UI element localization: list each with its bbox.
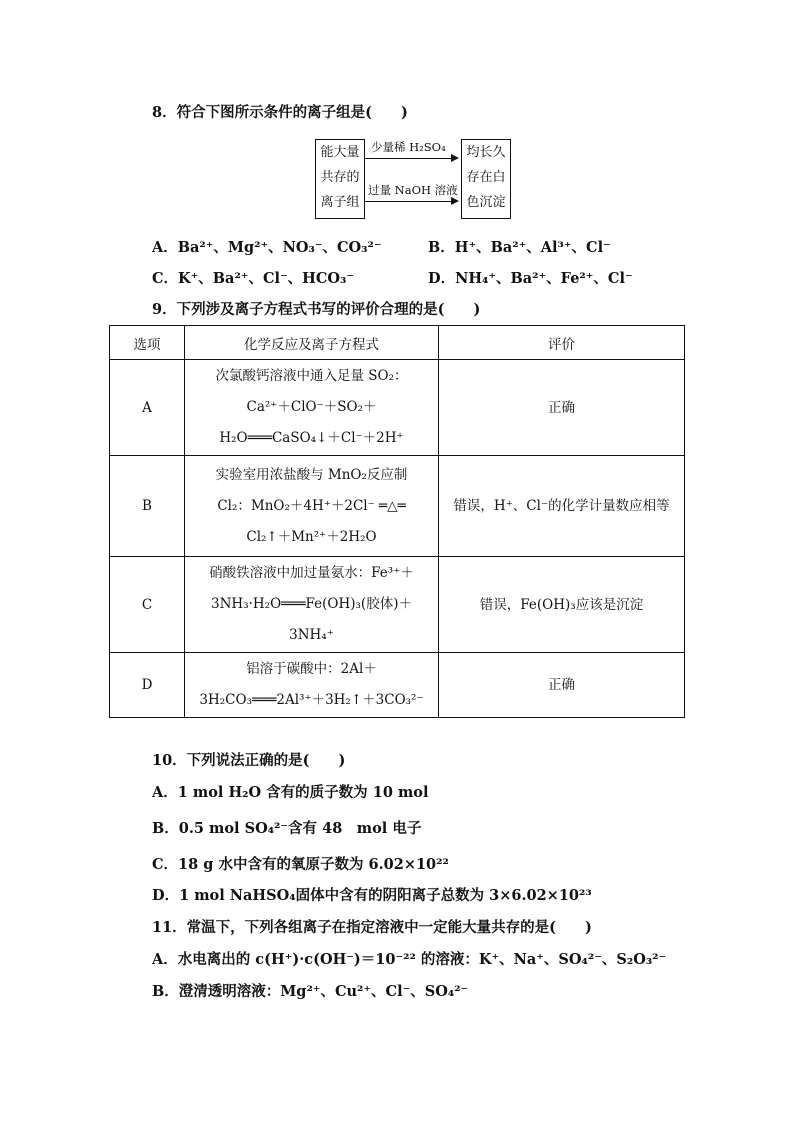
q8-option-a: A．Ba²⁺、Mg²⁺、NO₃⁻、CO₃²⁻ bbox=[152, 239, 382, 256]
diagram-left-box bbox=[315, 139, 365, 219]
equation-line: 3NH₄⁺ bbox=[289, 627, 334, 643]
row-evaluation: 正确 bbox=[439, 653, 685, 718]
right-box-line: 存在白 bbox=[466, 170, 506, 185]
q10-option-a: A．1 mol H₂O 含有的质子数为 10 mol bbox=[152, 784, 429, 801]
q10-option-c: C．18 g 水中含有的氧原子数为 6.02×10²² bbox=[152, 856, 449, 873]
q8-option-b: B．H⁺、Ba²⁺、Al³⁺、Cl⁻ bbox=[428, 239, 611, 256]
left-box-line: 离子组 bbox=[320, 195, 360, 210]
q11-option-b: B．澄清透明溶液：Mg²⁺、Cu²⁺、Cl⁻、SO₄²⁻ bbox=[152, 983, 469, 1000]
q8-option-c: C．K⁺、Ba²⁺、Cl⁻、HCO₃⁻ bbox=[152, 270, 355, 287]
q10-stem: 10．下列说法正确的是( ) bbox=[152, 752, 346, 769]
equation-line: 3NH₃·H₂O═══Fe(OH)₃(胶体)＋ bbox=[211, 596, 412, 612]
equation-line: Cl₂：MnO₂＋4H⁺＋2Cl⁻ ═△═ bbox=[217, 497, 406, 514]
q9-stem: 9．下列涉及离子方程式书写的评价合理的是( ) bbox=[152, 301, 481, 318]
q8-stem: 8．符合下图所示条件的离子组是( ) bbox=[152, 104, 408, 121]
header-option: 选项 bbox=[110, 326, 185, 360]
diagram-right-box bbox=[461, 139, 511, 219]
row-equation bbox=[185, 653, 439, 718]
equation-line: 次氯酸钙溶液中通入足量 SO₂： bbox=[215, 368, 408, 384]
row-equation bbox=[185, 456, 439, 557]
equation-line: 硝酸铁溶液中加过量氨水：Fe³⁺＋ bbox=[209, 565, 414, 581]
arrow-bottom bbox=[365, 201, 457, 202]
row-option: D bbox=[110, 653, 185, 718]
equation-line: H₂O═══CaSO₄↓＋Cl⁻＋2H⁺ bbox=[219, 430, 404, 446]
right-box-line: 均长久 bbox=[466, 145, 506, 160]
equation-line: 3H₂CO₃═══2Al³⁺＋3H₂↑＋3CO₃²⁻ bbox=[199, 692, 424, 708]
row-equation bbox=[185, 360, 439, 456]
row-evaluation: 错误，Fe(OH)₃应该是沉淀 bbox=[439, 557, 685, 653]
row-evaluation: 错误，H⁺、Cl⁻的化学计量数应相等 bbox=[439, 456, 685, 557]
header-evaluation: 评价 bbox=[439, 326, 685, 360]
row-option: B bbox=[110, 456, 185, 557]
right-box-line: 色沉淀 bbox=[466, 195, 506, 210]
left-box-line: 能大量 bbox=[320, 145, 360, 160]
left-box-line: 共存的 bbox=[320, 170, 360, 185]
header-equation: 化学反应及离子方程式 bbox=[185, 326, 439, 360]
equation-line: 铝溶于碳酸中：2Al＋ bbox=[246, 661, 377, 677]
row-option: C bbox=[110, 557, 185, 653]
row-evaluation: 正确 bbox=[439, 360, 685, 456]
q10-option-b: B．0.5 mol SO₄²⁻含有 48 mol 电子 bbox=[152, 820, 422, 837]
equation-line: Cl₂↑＋Mn²⁺＋2H₂O bbox=[246, 528, 377, 545]
arrow-bottom-label: 过量 NaOH 溶液 bbox=[368, 183, 458, 197]
row-equation bbox=[185, 557, 439, 653]
table-row bbox=[110, 360, 685, 456]
arrow-top-label: 少量稀 H₂SO₄ bbox=[371, 140, 446, 154]
row-option: A bbox=[110, 360, 185, 456]
equation-line: Ca²⁺＋ClO⁻＋SO₂＋ bbox=[246, 399, 377, 415]
arrow-top bbox=[365, 158, 457, 159]
q11-stem: 11．常温下，下列各组离子在指定溶液中一定能大量共存的是( ) bbox=[152, 919, 592, 936]
table-row bbox=[110, 456, 685, 557]
q10-option-d: D．1 mol NaHSO₄固体中含有的阴阳离子总数为 3×6.02×10²³ bbox=[152, 887, 592, 904]
table-row bbox=[110, 653, 685, 718]
equation-line: 实验室用浓盐酸与 MnO₂反应制 bbox=[215, 466, 408, 483]
table-header-row bbox=[110, 326, 685, 360]
q8-option-d: D．NH₄⁺、Ba²⁺、Fe²⁺、Cl⁻ bbox=[428, 270, 633, 287]
q9-table bbox=[109, 325, 685, 718]
table-row bbox=[110, 557, 685, 653]
q11-option-a: A．水电离出的 c(H⁺)·c(OH⁻)＝10⁻²² 的溶液：K⁺、Na⁺、SO₄²⁻、S₂O₃²⁻ bbox=[152, 951, 667, 968]
